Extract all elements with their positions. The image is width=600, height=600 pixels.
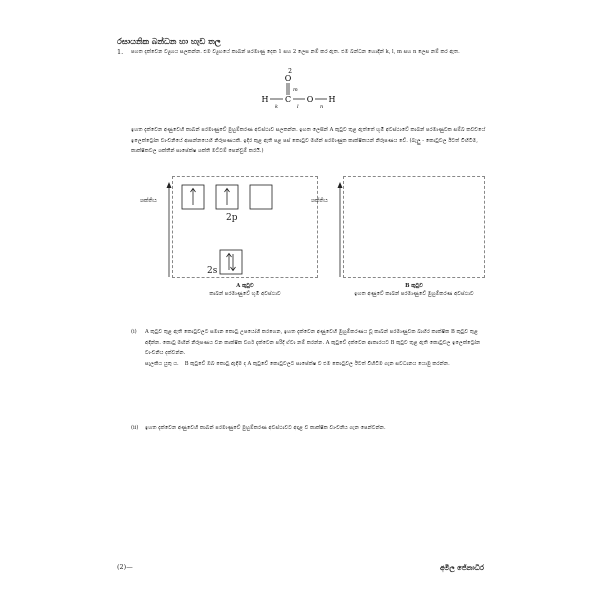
bond-label-l: l [297,104,299,110]
part-i-note-label: සැලකිය යුතු ය. [145,360,179,367]
part-i-note: B කුටුවේ ඔබ කොටු ඇඳීම ද A කුටුවේ කොටුවලට සාපේක්ෂ ව එම කොටුවල ඊටත් විහිටීම ගැන සවධානය යොමු කරන්න. [184,360,450,367]
orbital-2p-x [182,185,204,209]
part-ii-label: (ii) [131,425,139,431]
caption-b-text: ඉහත අණුවේ කාබන් පරමාණුවේ මුහුම්කරණ අවස්ථාව [354,290,474,297]
caption-b-title: B කුටුව [405,283,423,289]
energy-label-b: ශක්තිය [311,198,328,204]
question-intro: පහත දැක්වෙන ව්‍යුහය සලකන්න. එම ව්‍යුහයේ කාබන් පරමාණු දෙක 1 සහ 2 ලෙස නම් කර ඇත. එම බන්ධන හොඳින් k, l, m සහ n ලෙස නම් කර ඇත. [131,49,460,55]
orbital-2s-a [219,249,245,277]
question-number: 1. [117,48,124,56]
caption-a [172,283,318,298]
orbital-2p-z [250,185,272,209]
bond-label-n: n [320,104,324,110]
structural-formula [258,66,338,112]
energy-label-a: ශක්තිය [140,198,157,204]
formula-atom-h-right: H [328,95,336,104]
part-ii [131,425,487,432]
part-i-text: A කුටුව තුළ ඇති කොටුවලට සමාන කොටු උපයෝගී කරගෙන, ඉහත දැක්වෙන අණුවෙහි මුහුම්කරණය වූ කාබන් පරමාණුවක බාහිර කාක්ෂික B කුටුව තුළ අඳින්න. කොටු මඟින් නිරූපණය වන කාක්ෂික වර්ග දැක්වෙන පරිදි ඒවා නම් කරන්න. A කුටුවේ දක්වෙන ආකාරයට B කුටුව තුළ ඇති කොටුවල ඉලෙක්ට්‍රෝන වාංචනිය දක්වන්න. [145,329,481,356]
caption-a-title: A කුටුව [236,283,254,289]
formula-atom-h-left: H [261,95,269,104]
formula-superscript: 2 [288,68,292,75]
box-b-answer-area[interactable] [343,176,485,278]
formula-atom-o-right: O [306,95,314,104]
bond-label-m: m [293,87,298,93]
footer-brand: අමිල ජේනාධීර [440,563,485,572]
caption-a-text: කාබන් පරමාණුවේ භූමි අවස්ථාව [209,290,281,297]
part-i [131,327,487,369]
part-i-label: (i) [131,329,137,335]
orbital-2p-y [216,185,238,209]
part-ii-text: ඉහත දැක්වෙන අණුවෙහි කාබන් පරමාණුවේ මුහුම්කරණ අවස්ථාවට අදාළ ව කාක්ෂික වාංචනිය ගැන පෙන්වන්න. [145,425,386,431]
orbitals-2p-a [181,184,273,212]
sublevel-2s-label: 2s [207,266,218,276]
page-number: (2)— [117,563,133,571]
caption-b [343,283,485,298]
question-paragraph: ඉහත දැක්වෙන අණුවෙහි කාබන් පරමාණුවේ මුහුම්කරණ අවස්ථාව සලකන්න. ඉහත ලෙසින් A කුටුව තුළ ඇත්තේ භූමි අවස්ථාවේ කාබන් පරමාණුවක සම්බ කවචයේ ඉලෙක්ට්‍රෝන වාංචනියේ ආසන්නයෙහි නිරූපණයකි. ඉදිර කුළ ඇති පළ පස් කොටුව මඟින් පරමාණුක කාක්ෂිකයන් නිරූපණය වේ. (බැලු - කොටුවල ඊටත් විහිටීම, කාක්ෂිකවල ශක්තීන් සාපේක්ෂ ශක්ති මට්ටම් පෙන්වුම් කරයි.) [131,127,486,154]
page-header-title: රසායනික බන්ධන හා හැඩ තල [117,36,221,46]
formula-atom-o-top: O [284,74,292,83]
sublevel-2p-label: 2p [226,213,238,223]
formula-atom-c: C [284,95,292,104]
bond-label-k: k [275,104,279,110]
